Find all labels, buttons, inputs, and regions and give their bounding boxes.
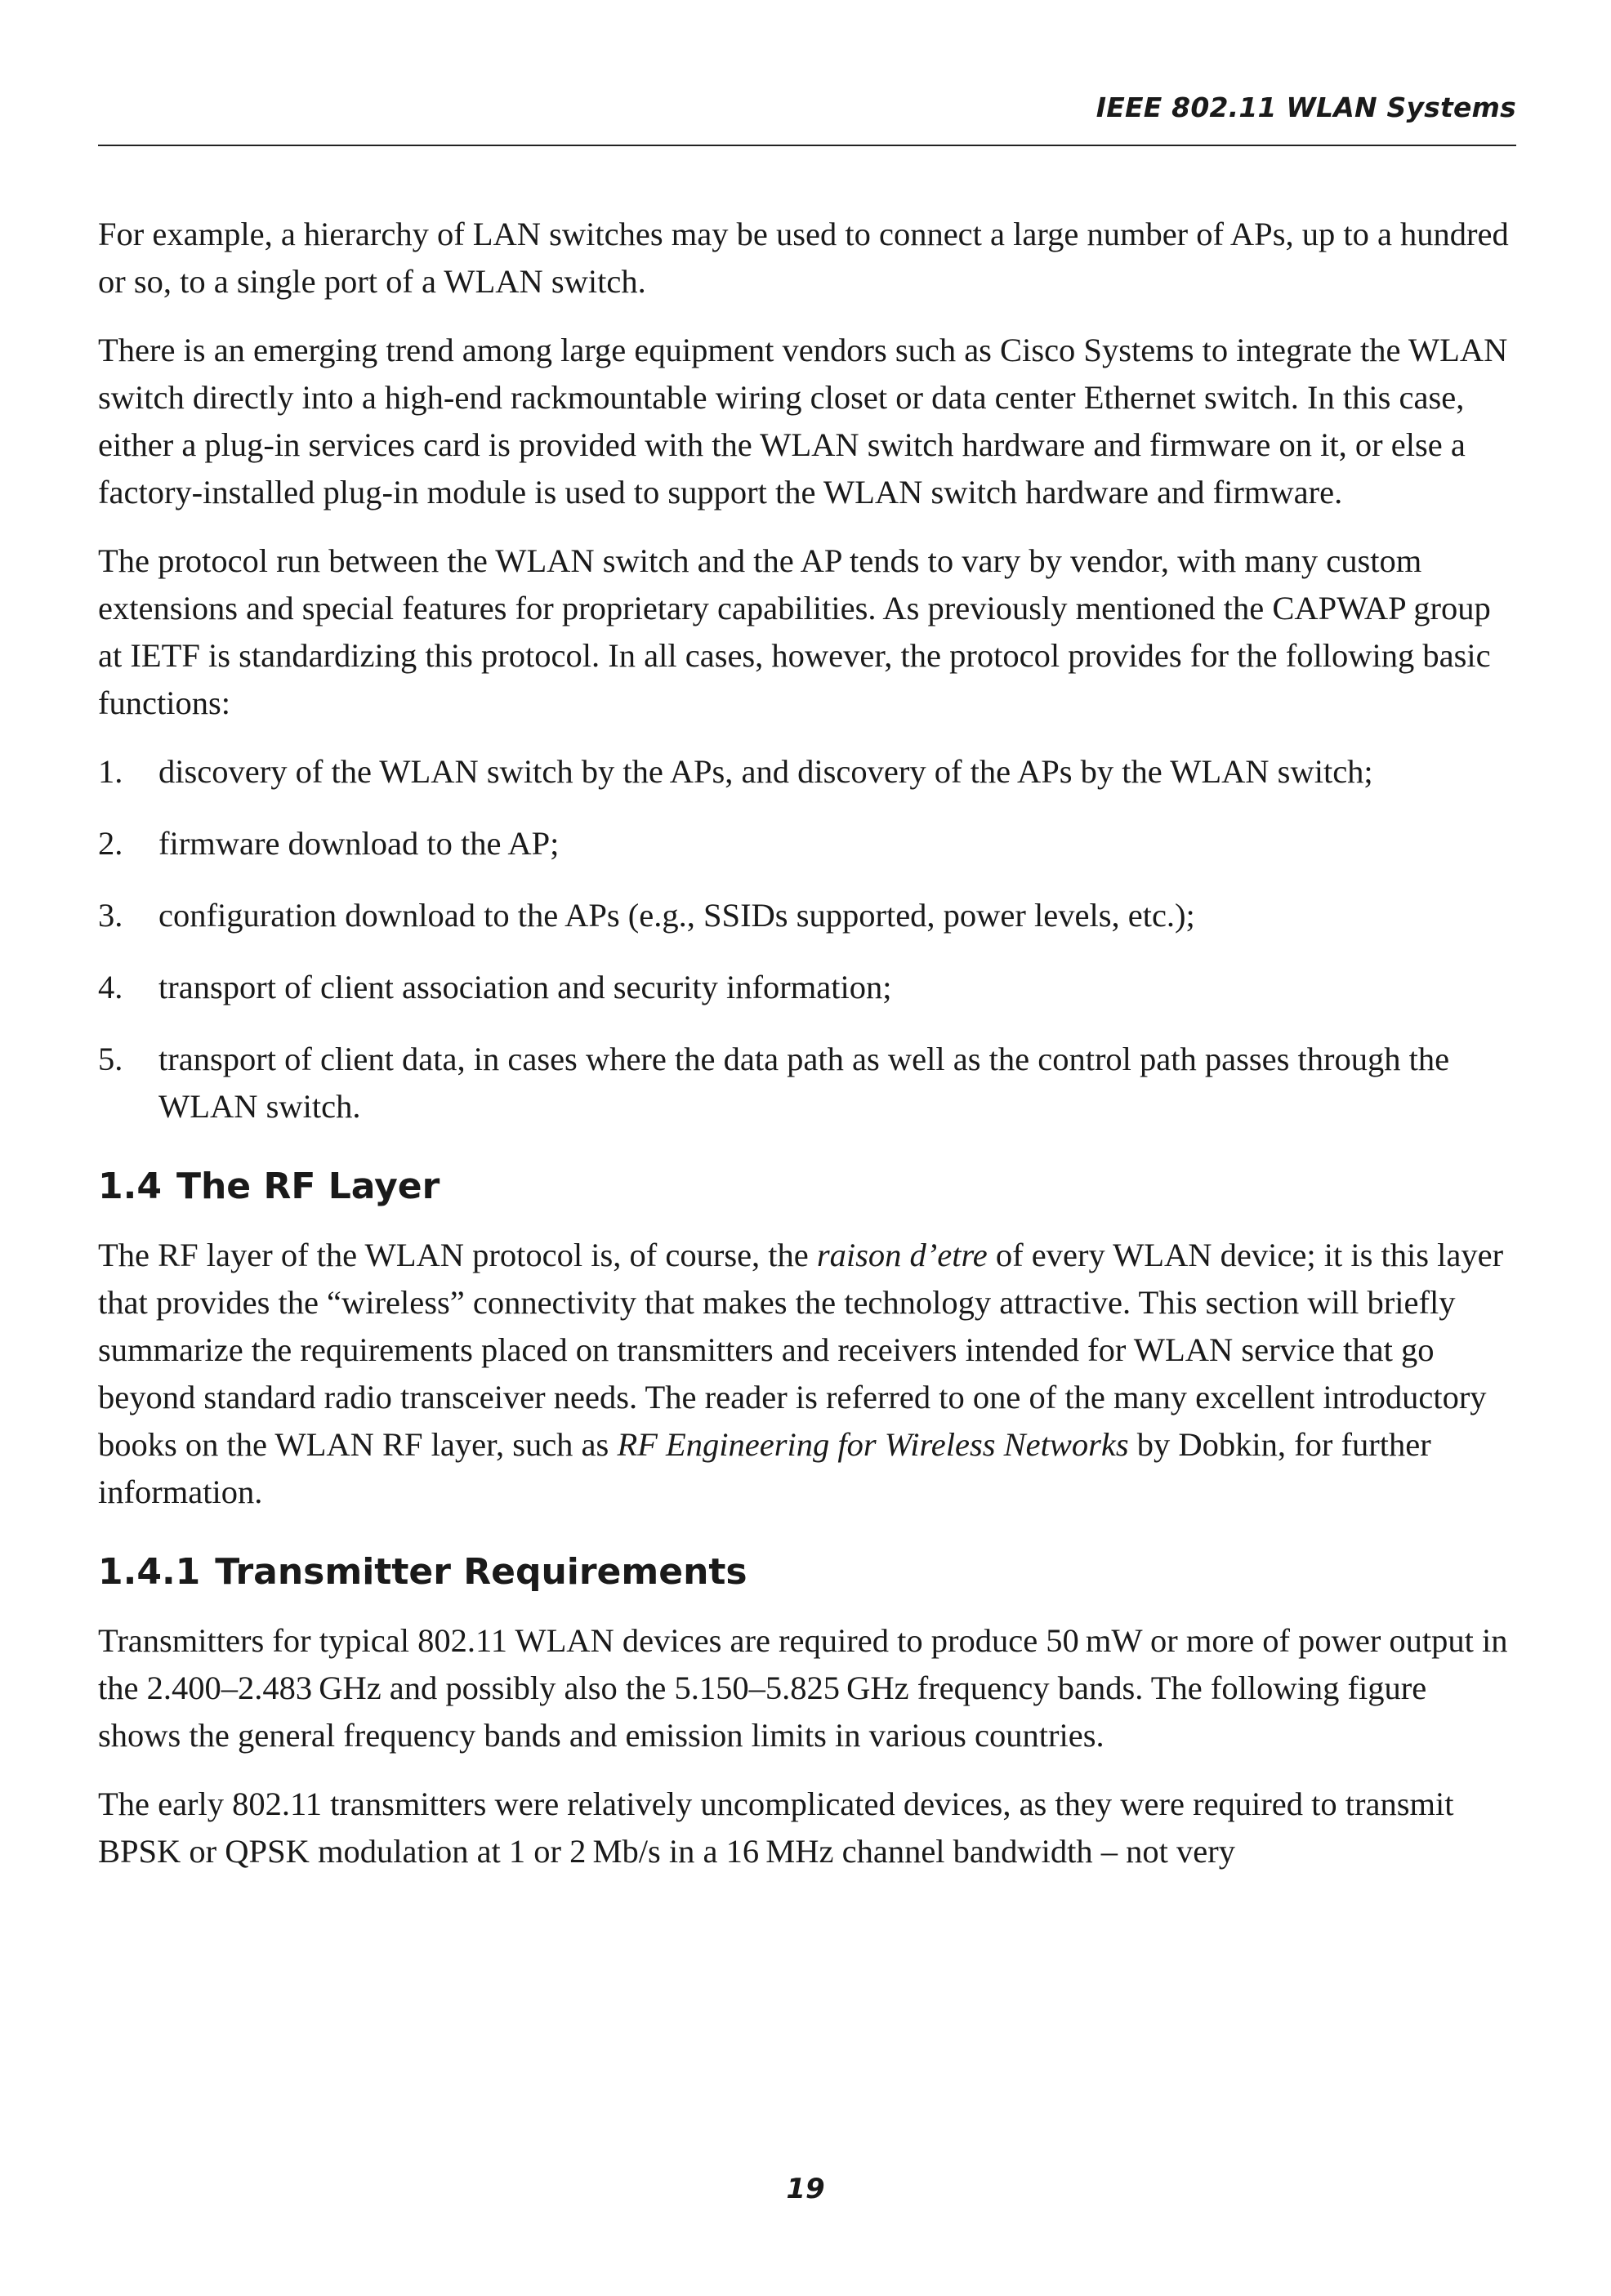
list-item [98,1036,1516,1130]
list-item-number: 4. [98,969,123,1005]
list-item-text: transport of client association and security information; [158,969,892,1005]
list-item [98,748,1516,796]
subsection-heading-transmitter [98,1549,1516,1596]
paragraph-rf-layer [98,1232,1516,1516]
list-item [98,820,1516,867]
section-heading-rf-layer [98,1163,1516,1210]
subsection-number: 1.4.1 [98,1551,201,1593]
rf-italic-phrase: raison d’etre [816,1237,988,1273]
list-item-number: 2. [98,825,123,862]
list-item-text: firmware download to the AP; [158,825,560,862]
paragraph-transmitter-power: Transmitters for typical 802.11 WLAN devices are required to produce 50 mW or more of power output in the 2.400–2.483 GHz and possibly also the 5.150–5.825 GHz frequency bands. The following figure shows the general frequency bands and emission limits in various countries. [98,1622,1508,1754]
paragraph-protocol: The protocol run between the WLAN switch and the AP tends to vary by vendor, with many custom extensions and special features for proprietary capabilities. As previously mentioned the CAPWAP group at IETF is standardizing this protocol. In all cases, however, the protocol provides for the following basic functions: [98,542,1491,721]
list-item [98,892,1516,939]
functions-list [98,748,1516,1130]
rf-text-part-2: of every WLAN device; it is this layer that provides the “wireless” connectivity that makes the technology attractive. This section will briefly summarize the requirements placed on transmitters and receivers intended for WLAN service that go beyond standard radio transceiver needs. The reader is referred to one of the many excellent introductory books on the WLAN RF layer, such as [98,1237,1504,1463]
body-text [98,211,1516,1897]
running-head: IEEE 802.11 WLAN Systems [1096,91,1516,123]
paragraph-switch-hierarchy: For example, a hierarchy of LAN switches may be used to connect a large number of APs, up to a hundred or so, to a single port of a WLAN switch. [98,216,1509,300]
list-item-text: configuration download to the APs (e.g., SSIDs supported, power levels, etc.); [158,897,1195,934]
book-title: RF Engineering for Wireless Networks [617,1426,1129,1463]
section-title: The RF Layer [176,1166,440,1207]
list-item-number: 3. [98,897,123,934]
list-item-number: 1. [98,753,123,790]
header-rule [98,145,1516,146]
rf-text-part-3: by Dobkin, for further information. [98,1426,1431,1510]
paragraph-early-transmitters: The early 802.11 transmitters were relatively uncomplicated devices, as they were required to transmit BPSK or QPSK modulation at 1 or 2 Mb/s in a 16 MHz channel bandwidth – not very [98,1786,1454,1870]
list-item-number: 5. [98,1041,123,1077]
page-number: 19 [786,2173,825,2205]
subsection-title: Transmitter Requirements [215,1551,747,1593]
list-item [98,964,1516,1011]
paragraph-vendor-trend: There is an emerging trend among large equipment vendors such as Cisco Systems to integrate the WLAN switch directly into a high-end rackmountable wiring closet or data center Ethernet switch. In this case, either a plug-in services card is provided with the WLAN switch hardware and firmware on it, or else a factory-installed plug-in module is used to support the WLAN switch hardware and firmware. [98,332,1508,510]
rf-text-part-1: The RF layer of the WLAN protocol is, of course, the [98,1237,817,1273]
list-item-text: transport of client data, in cases where the data path as well as the control path passes through the WLAN switch. [158,1041,1450,1125]
list-item-text: discovery of the WLAN switch by the APs, and discovery of the APs by the WLAN switch; [158,753,1373,790]
section-number: 1.4 [98,1166,162,1207]
